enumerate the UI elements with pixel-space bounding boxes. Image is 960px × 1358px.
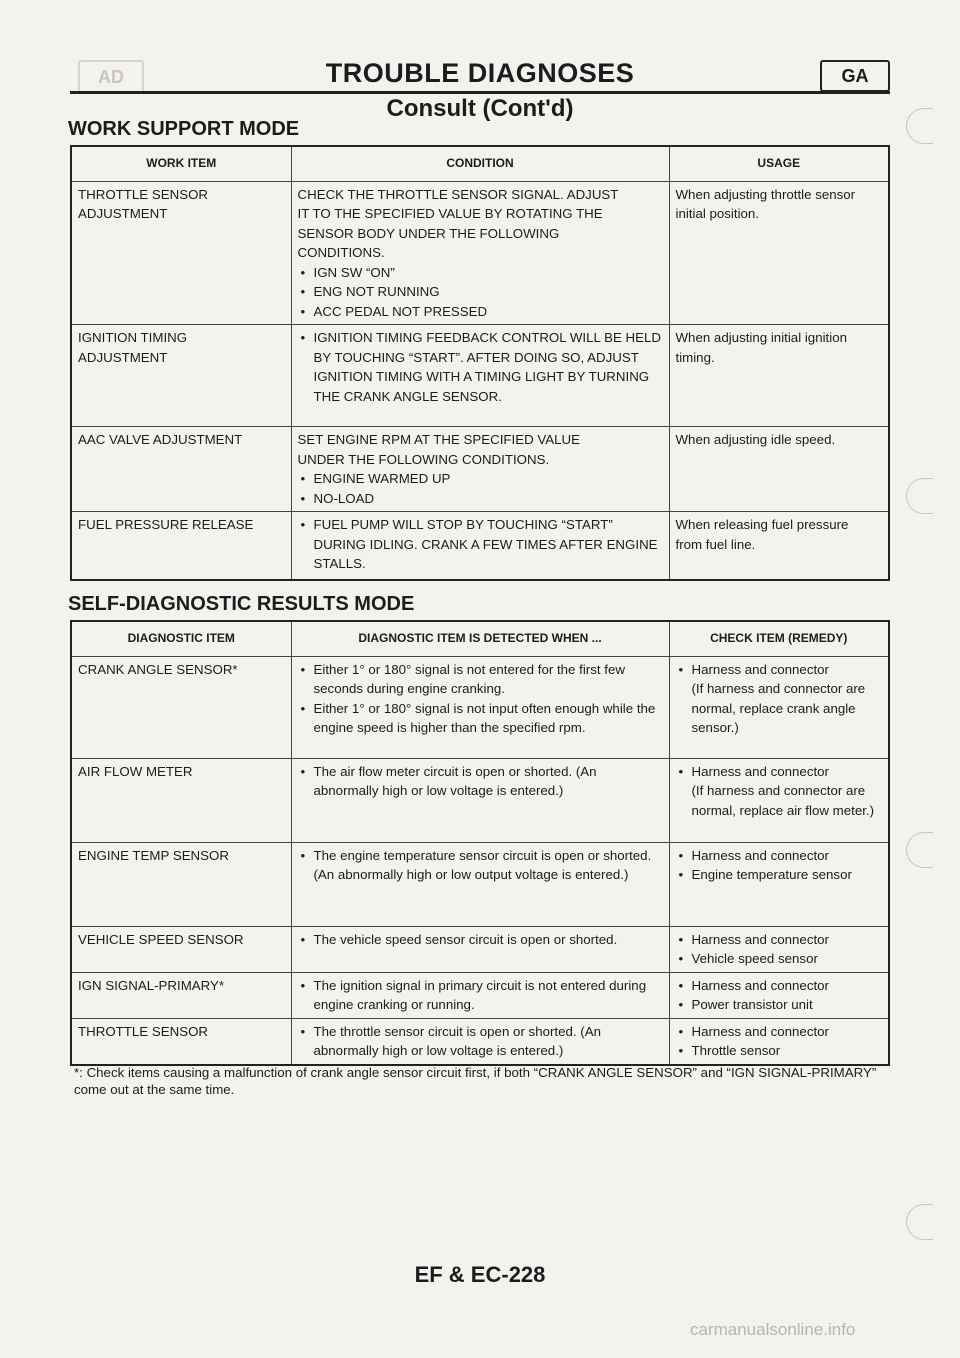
table-row: [71, 1018, 889, 1065]
check-cell: [669, 972, 889, 1018]
list-item: • Harness and connector: [676, 846, 883, 866]
column-header: DIAGNOSTIC ITEM: [71, 621, 291, 656]
detected-cell: [291, 1018, 669, 1065]
list-item: • The engine temperature sensor circuit is open or shorted. (An abnormally high or low output voltage is entered.): [298, 846, 663, 885]
page-number: EF & EC-228: [414, 1262, 546, 1287]
header-rule: [70, 91, 890, 94]
usage-cell: [669, 512, 889, 580]
check-list: [676, 846, 883, 885]
list-item: • FUEL PUMP WILL STOP BY TOUCHING “START” DURING IDLING. CRANK A FEW TIMES AFTER ENGINE STALLS.: [298, 515, 663, 574]
binder-hole: [906, 1204, 933, 1240]
list-item: • Either 1° or 180° signal is not input often enough while the engine speed is higher than the specified rpm.: [298, 699, 663, 738]
cell-line: timing.: [675, 349, 715, 365]
cell-line: initial position.: [675, 206, 760, 221]
list-item: • Harness and connector: [676, 930, 883, 950]
table-row: [71, 512, 889, 580]
engine-badge: GA: [820, 60, 890, 92]
table-row: [71, 758, 889, 842]
list-item: • IGNITION TIMING FEEDBACK CONTROL WILL BE HELD BY TOUCHING “START”. AFTER DOING SO, ADJUST IGNITION TIMING WITH A TIMING LIGHT BY TURNING THE CRANK ANGLE SENSOR.: [298, 328, 663, 406]
cell-line: FUEL PRESSURE RELEASE: [78, 517, 254, 532]
binder-hole: [906, 108, 933, 144]
usage-cell: [669, 427, 889, 512]
condition-list: [298, 515, 663, 574]
condition-cell: [291, 325, 669, 427]
check-cell: [669, 758, 889, 842]
condition-cell: [291, 181, 669, 325]
list-item: • Vehicle speed sensor: [676, 949, 883, 969]
cell-line: AAC VALVE ADJUSTMENT: [78, 432, 243, 447]
table-row: [71, 427, 889, 512]
diag-item-cell: AIR FLOW METER: [71, 758, 291, 842]
list-item: • The air flow meter circuit is open or shorted. (An abnormally high or low voltage is entered.): [298, 762, 663, 801]
detected-cell: [291, 656, 669, 758]
list-item: • The ignition signal in primary circuit is not entered during engine cranking or running.: [298, 976, 663, 1015]
binder-hole: [906, 478, 933, 514]
check-cell: [669, 656, 889, 758]
list-item: • ENG NOT RUNNING: [298, 282, 663, 302]
cell-line: THROTTLE SENSOR: [78, 186, 209, 202]
condition-cell: [291, 512, 669, 580]
diag-item-cell: CRANK ANGLE SENSOR*: [71, 656, 291, 758]
list-item: • Throttle sensor: [676, 1041, 883, 1061]
column-header: DIAGNOSTIC ITEM IS DETECTED WHEN ...: [291, 621, 669, 656]
self-diag-table: [70, 620, 890, 1066]
cell-line: CHECK THE THROTTLE SENSOR SIGNAL. ADJUST: [297, 186, 619, 202]
list-item: • NO-LOAD: [298, 489, 663, 509]
check-list: [676, 1022, 883, 1061]
condition-list: [298, 263, 663, 322]
detected-list: [298, 930, 663, 950]
condition-list: [298, 328, 663, 406]
detected-cell: [291, 842, 669, 926]
list-item: • Harness and connector: [676, 660, 883, 680]
list-item: • The throttle sensor circuit is open or shorted. (An abnormally high or low voltage is entered.): [298, 1022, 663, 1061]
detected-cell: [291, 758, 669, 842]
detected-list: [298, 762, 663, 801]
table-header-row: [71, 621, 889, 656]
cell-line: When adjusting idle speed.: [675, 432, 836, 447]
list-item: • ENGINE WARMED UP: [298, 469, 663, 489]
cell-line: UNDER THE FOLLOWING CONDITIONS.: [297, 451, 550, 467]
table-row: [71, 325, 889, 427]
cell-line: When adjusting initial ignition: [675, 330, 847, 345]
cell-line: When adjusting throttle sensor: [675, 186, 856, 202]
cell-line: IGNITION TIMING: [78, 330, 188, 345]
diag-item-cell: VEHICLE SPEED SENSOR: [71, 926, 291, 972]
check-note: (If harness and connector are normal, replace crank angle sensor.): [691, 681, 866, 735]
diag-item-cell: IGN SIGNAL-PRIMARY*: [71, 972, 291, 1018]
work-item-cell: [71, 427, 291, 512]
cell-line: ADJUSTMENT: [78, 206, 168, 221]
section-badge: AD: [78, 60, 144, 94]
check-cell: [669, 842, 889, 926]
list-item: • Engine temperature sensor: [676, 865, 883, 885]
check-list: [676, 976, 883, 1015]
page-title: TROUBLE DIAGNOSES: [325, 58, 635, 88]
work-item-cell: [71, 325, 291, 427]
cell-line: SENSOR BODY UNDER THE FOLLOWING: [297, 225, 560, 241]
check-list: [676, 930, 883, 969]
footnote: *: Check items causing a malfunction of crank angle sensor circuit first, if both “CRANK ANGLE SENSOR” and “IGN SIGNAL-PRIMARY” come out at the same time.: [74, 1065, 877, 1097]
table-header-row: [71, 146, 889, 181]
binder-hole: [906, 832, 933, 868]
table-row: [71, 181, 889, 325]
condition-cell: [291, 427, 669, 512]
list-item: • Harness and connector: [676, 1022, 883, 1042]
work-item-cell: [71, 512, 291, 580]
column-header: USAGE: [669, 146, 889, 181]
list-item: • Harness and connector: [676, 762, 883, 782]
check-list: [676, 660, 883, 680]
table-row: [71, 656, 889, 758]
column-header: CHECK ITEM (REMEDY): [669, 621, 889, 656]
cell-line: ADJUSTMENT: [78, 349, 168, 365]
list-item: • ACC PEDAL NOT PRESSED: [298, 302, 663, 322]
cell-line: IT TO THE SPECIFIED VALUE BY ROTATING THE: [297, 206, 603, 221]
diag-item-cell: THROTTLE SENSOR: [71, 1018, 291, 1065]
diag-item-cell: ENGINE TEMP SENSOR: [71, 842, 291, 926]
table-row: [71, 972, 889, 1018]
cell-line: from fuel line.: [675, 536, 756, 552]
self-diag-title: SELF-DIAGNOSTIC RESULTS MODE: [68, 593, 415, 615]
cell-line: SET ENGINE RPM AT THE SPECIFIED VALUE: [297, 432, 581, 447]
detected-list: [298, 660, 663, 738]
detected-list: [298, 1022, 663, 1061]
table-row: [71, 842, 889, 926]
condition-list: [298, 469, 663, 508]
detected-list: [298, 846, 663, 885]
check-list: [676, 762, 883, 782]
list-item: • IGN SW “ON”: [298, 263, 663, 283]
usage-cell: [669, 181, 889, 325]
detected-cell: [291, 972, 669, 1018]
check-note: (If harness and connector are normal, replace air flow meter.): [691, 783, 875, 818]
cell-line: CONDITIONS.: [297, 245, 385, 260]
column-header: WORK ITEM: [71, 146, 291, 181]
watermark: carmanualsonline.info: [690, 1320, 856, 1339]
check-cell: [669, 926, 889, 972]
check-cell: [669, 1018, 889, 1065]
work-support-table: [70, 145, 890, 581]
usage-cell: [669, 325, 889, 427]
list-item: • Either 1° or 180° signal is not entered for the first few seconds during engine cranking.: [298, 660, 663, 699]
list-item: • Power transistor unit: [676, 995, 883, 1015]
work-item-cell: [71, 181, 291, 325]
list-item: • The vehicle speed sensor circuit is open or shorted.: [298, 930, 663, 950]
table-row: [71, 926, 889, 972]
page-subtitle: Consult (Cont'd): [386, 95, 574, 122]
column-header: CONDITION: [291, 146, 669, 181]
cell-line: When releasing fuel pressure: [675, 517, 849, 532]
detected-cell: [291, 926, 669, 972]
detected-list: [298, 976, 663, 1015]
work-support-title: WORK SUPPORT MODE: [68, 118, 300, 140]
list-item: • Harness and connector: [676, 976, 883, 996]
